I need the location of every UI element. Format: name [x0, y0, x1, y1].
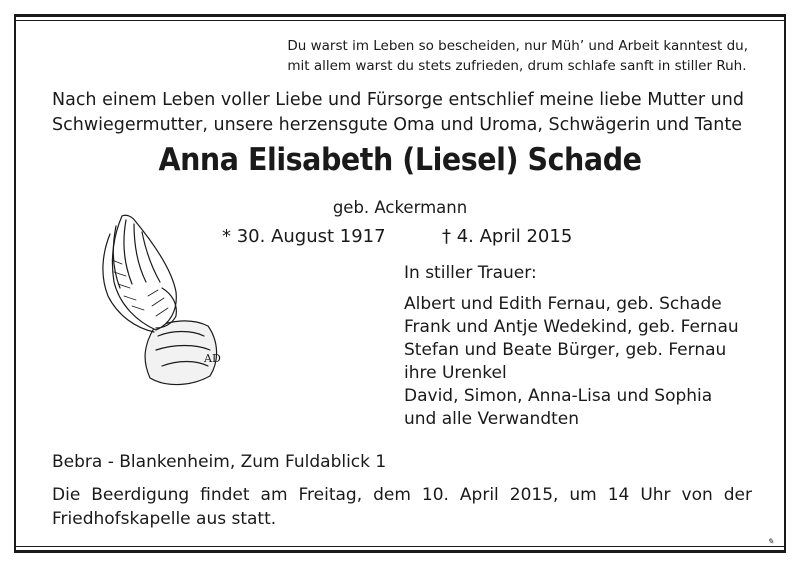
- top-border-thick: [14, 14, 786, 17]
- mourner-line: Frank und Antje Wedekind, geb. Fernau: [404, 317, 739, 337]
- funeral-line-2: Friedhofskapelle aus statt.: [52, 509, 277, 529]
- birth-name: geb. Ackermann: [332, 198, 468, 217]
- mourner-line: David, Simon, Anna-Lisa und Sophia: [404, 386, 713, 406]
- bottom-border-thick: [14, 550, 786, 553]
- funeral-line-1: Die Beerdigung findet am Freitag, dem 10. April 2015, um 14 Uhr von der: [52, 485, 752, 505]
- deceased-name: Anna Elisabeth (Liesel) Schade: [158, 142, 642, 178]
- intro-line-2: Schwiegermutter, unsere herzensgute Oma und Uroma, Schwägerin und Tante: [52, 115, 743, 135]
- funeral-info: [52, 483, 752, 531]
- death-date: † 4. April 2015: [442, 226, 573, 247]
- top-border-thin: [14, 20, 786, 21]
- mourner-line: ihre Urenkel: [404, 363, 507, 383]
- birth-date: * 30. August 1917: [222, 226, 386, 247]
- address: Bebra - Blankenheim, Zum Fuldablick 1: [52, 452, 387, 472]
- artist-signature: ✎: [767, 537, 774, 546]
- right-border: [784, 14, 786, 553]
- mourner-line: Albert und Edith Fernau, geb. Schade: [404, 294, 722, 314]
- intro-text: [52, 88, 752, 138]
- mourners-heading: In stiller Trauer:: [404, 263, 537, 283]
- bottom-border-thin: [14, 546, 786, 547]
- monogram-icon: AD: [204, 352, 221, 365]
- mourner-line: und alle Verwandten: [404, 409, 580, 429]
- praying-hands-icon: [92, 210, 238, 392]
- intro-line-1: Nach einem Leben voller Liebe und Fürsorge entschlief meine liebe Mutter und: [52, 90, 744, 110]
- poem-line-1: Du warst im Leben so bescheiden, nur Müh’ und Arbeit kanntest du,: [287, 38, 748, 54]
- mourner-line: Stefan und Beate Bürger, geb. Fernau: [404, 340, 727, 360]
- poem: [287, 36, 748, 76]
- poem-line-2: mit allem warst du stets zufrieden, drum schlafe sanft in stiller Ruh.: [287, 58, 747, 74]
- mourners-list: [404, 262, 739, 431]
- left-border: [14, 14, 16, 553]
